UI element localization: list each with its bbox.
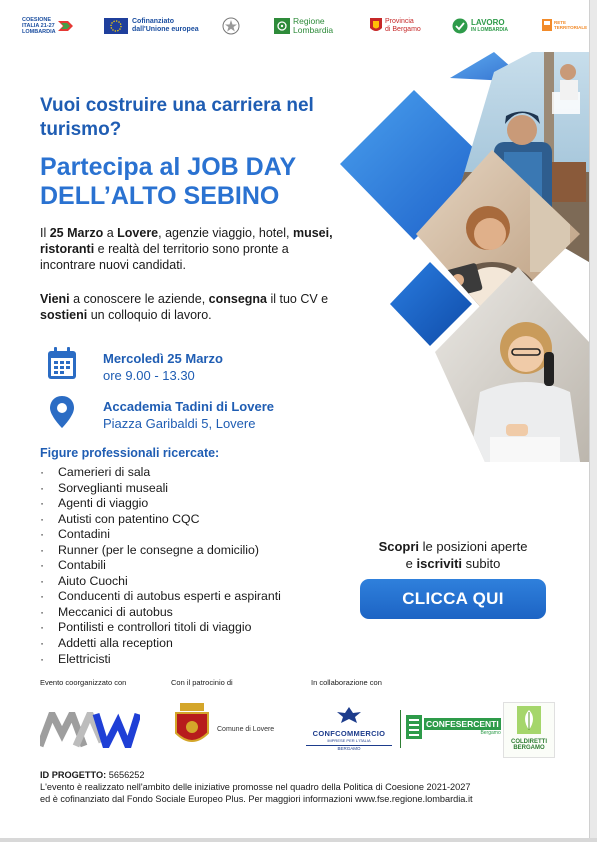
title-line-1: Partecipa al JOB DAY xyxy=(40,153,297,181)
list-item xyxy=(40,558,281,574)
provincia-shield-icon xyxy=(370,18,382,34)
confesercenti-logo xyxy=(406,715,501,739)
lombardia-text-1: Regione xyxy=(293,16,325,26)
eu-flag-icon xyxy=(104,18,128,34)
lavoro-text-1: LAVORO xyxy=(471,18,505,27)
bullet: · xyxy=(40,573,45,588)
bullet: · xyxy=(40,496,45,511)
bullet: · xyxy=(40,604,45,619)
bullet: · xyxy=(40,511,45,526)
confesercenti-name: CONFESERCENTI xyxy=(426,719,499,729)
role-text: Contabili xyxy=(58,558,106,573)
list-item xyxy=(40,636,281,652)
intro-town: Lovere xyxy=(117,226,159,240)
lavoro-text-2: IN LOMBARDIA xyxy=(471,27,508,33)
lavoro-circle-icon xyxy=(452,18,468,34)
partner-divider xyxy=(400,710,401,748)
cta-line2-rest: subito xyxy=(462,556,501,571)
cta-scopri: Scopri xyxy=(378,539,420,554)
coldiretti-logo xyxy=(503,702,555,758)
bullet: · xyxy=(40,651,45,666)
confcommercio-sub: IMPRESE PER L'ITALIA xyxy=(327,738,371,743)
event-datetime xyxy=(103,350,223,384)
list-item xyxy=(40,527,281,543)
coesione-logo xyxy=(22,14,74,38)
coesione-text-1: COESIONE xyxy=(22,17,52,23)
cta-line1-rest: le posizioni aperte xyxy=(419,539,528,554)
confcommercio-eagle-icon xyxy=(336,706,362,724)
role-text: Addetti alla reception xyxy=(58,636,173,651)
provincia-text-1: Provincia xyxy=(385,18,414,25)
event-time: ore 9.00 - 13.30 xyxy=(103,368,195,383)
coldiretti-sub: BERGAMO xyxy=(513,745,545,751)
lavoro-logo xyxy=(452,14,508,38)
intro-date: 25 Marzo xyxy=(49,226,104,240)
list-item xyxy=(40,605,281,621)
intro-text-c: a xyxy=(103,226,118,240)
lovere-coat-of-arms xyxy=(172,703,212,749)
event-address: Piazza Garibaldi 5, Lovere xyxy=(103,416,256,431)
role-text: Agenti di viaggio xyxy=(58,496,149,511)
list-item xyxy=(40,481,281,497)
confcommercio-name: CONFCOMMERCIO xyxy=(312,729,386,738)
title-line-2: DELL’ALTO SEBINO xyxy=(40,182,280,210)
list-item xyxy=(40,496,281,512)
lombardia-text-2: Lombardia xyxy=(293,25,334,35)
footer-line-2: ed è cofinanziato dal Fondo Sociale Europeo Plus. Per maggiori informazioni www.fse.regione.lombardia.it xyxy=(40,794,473,804)
bullet: · xyxy=(40,620,45,635)
comune-lovere-label: Comune di Lovere xyxy=(217,726,275,733)
location-pin-icon xyxy=(48,394,76,430)
rete-icon xyxy=(542,19,552,31)
bullet: · xyxy=(40,527,45,542)
co-org-label: Evento coorganizzato con xyxy=(40,678,127,687)
coesione-text-2: ITALIA 21-27 xyxy=(22,23,55,29)
bullet: · xyxy=(40,480,45,495)
project-id-value: 5656252 xyxy=(106,770,145,780)
footer-info xyxy=(40,769,560,805)
list-item xyxy=(40,652,281,668)
intro-venues: musei, ristoranti xyxy=(40,226,333,256)
role-text: Runner (per le consegne a domicilio) xyxy=(58,542,259,557)
bullet: · xyxy=(40,542,45,557)
rete-text-1: RETE xyxy=(554,20,567,25)
bullet: · xyxy=(40,589,45,604)
event-location xyxy=(103,398,274,432)
role-text: Camerieri di sala xyxy=(58,465,151,479)
patrocinio-label: Con il patrocinio di xyxy=(171,678,233,687)
list-item xyxy=(40,465,281,481)
list-item xyxy=(40,574,281,590)
invite-text-f: un colloquio di lavoro. xyxy=(87,308,212,322)
invite-text-d: il tuo CV e xyxy=(267,292,329,306)
project-id-label: ID PROGETTO: xyxy=(40,770,107,780)
invite-text-b: a conoscere le aziende, xyxy=(69,292,209,306)
rete-logo xyxy=(542,13,587,37)
eu-logo xyxy=(104,14,199,38)
italy-emblem xyxy=(222,14,240,38)
role-text: Pontilisti e controllori titoli di viaggio xyxy=(58,620,252,635)
cta-text xyxy=(354,538,552,572)
republic-emblem-icon xyxy=(222,16,240,36)
event-place: Accademia Tadini di Lovere xyxy=(103,399,274,414)
confcommercio-city: BERGAMO xyxy=(306,745,392,751)
lombardia-logo xyxy=(274,14,333,38)
page-title xyxy=(40,153,360,211)
intro-text-a: Il xyxy=(40,226,50,240)
bullet: · xyxy=(40,465,45,479)
intro-text-e: , agenzie viaggio, hotel, xyxy=(158,226,293,240)
list-item xyxy=(40,620,281,636)
coesione-arrow-icon xyxy=(58,19,74,33)
coesione-text-3: LOMBARDIA xyxy=(22,29,56,35)
maw-logo xyxy=(40,712,140,748)
lombardia-rose-icon xyxy=(274,18,290,34)
coldiretti-name: COLDIRETTI xyxy=(511,739,547,745)
page-edge-right xyxy=(589,0,597,842)
role-text: Conducenti di autobus esperti e aspiranti xyxy=(58,589,281,604)
list-item xyxy=(40,543,281,559)
question-heading: Vuoi costruire una carriera nel turismo? xyxy=(40,95,314,140)
confesercenti-mark-icon xyxy=(406,715,422,739)
invite-vieni: Vieni xyxy=(40,292,70,306)
intro-paragraph xyxy=(40,225,340,273)
invite-paragraph xyxy=(40,291,340,323)
cta-line2-pre: e xyxy=(405,556,417,571)
role-text: Autisti con patentino CQC xyxy=(58,511,200,526)
footer-line-1: L'evento è realizzato nell'ambito delle iniziative promosse nel quadro della Politica di Coesione 2021-2027 xyxy=(40,782,471,792)
confesercenti-sub: Bergamo xyxy=(480,730,501,736)
eu-text-2: dall'Unione europea xyxy=(132,26,199,33)
photo-collage xyxy=(330,52,589,462)
calendar-icon xyxy=(44,346,80,382)
role-text: Contadini xyxy=(58,527,110,542)
event-date: Mercoledì 25 Marzo xyxy=(103,351,223,366)
rete-text-2: TERRITORIALE xyxy=(554,25,588,30)
intro-text-g: e realtà del territorio sono pronte a incontrare nuovi candidati. xyxy=(40,242,289,272)
role-text: Elettricisti xyxy=(58,651,111,666)
invite-sostieni: sostieni xyxy=(40,308,88,322)
logo-bar xyxy=(0,0,589,52)
clicca-qui-button[interactable]: CLICCA QUI xyxy=(360,579,546,619)
confcommercio-logo xyxy=(306,706,392,751)
role-text: Sorveglianti museali xyxy=(58,480,169,495)
coldiretti-leaf-icon xyxy=(517,706,541,734)
provincia-text-2: di Bergamo xyxy=(385,26,421,33)
role-text: Meccanici di autobus xyxy=(58,604,173,619)
page-edge-bottom xyxy=(0,838,597,842)
collab-label: In collaborazione con xyxy=(311,678,382,687)
bullet: · xyxy=(40,558,45,573)
roles-list xyxy=(40,465,281,667)
list-item xyxy=(40,589,281,605)
provincia-logo xyxy=(370,14,421,38)
roles-title: Figure professionali ricercate: xyxy=(40,446,220,460)
eu-text-1: Cofinanziato xyxy=(132,18,174,25)
invite-consegna: consegna xyxy=(208,292,267,306)
role-text: Aiuto Cuochi xyxy=(58,573,128,588)
bullet: · xyxy=(40,636,45,651)
list-item xyxy=(40,512,281,528)
cta-iscriviti: iscriviti xyxy=(416,556,463,571)
